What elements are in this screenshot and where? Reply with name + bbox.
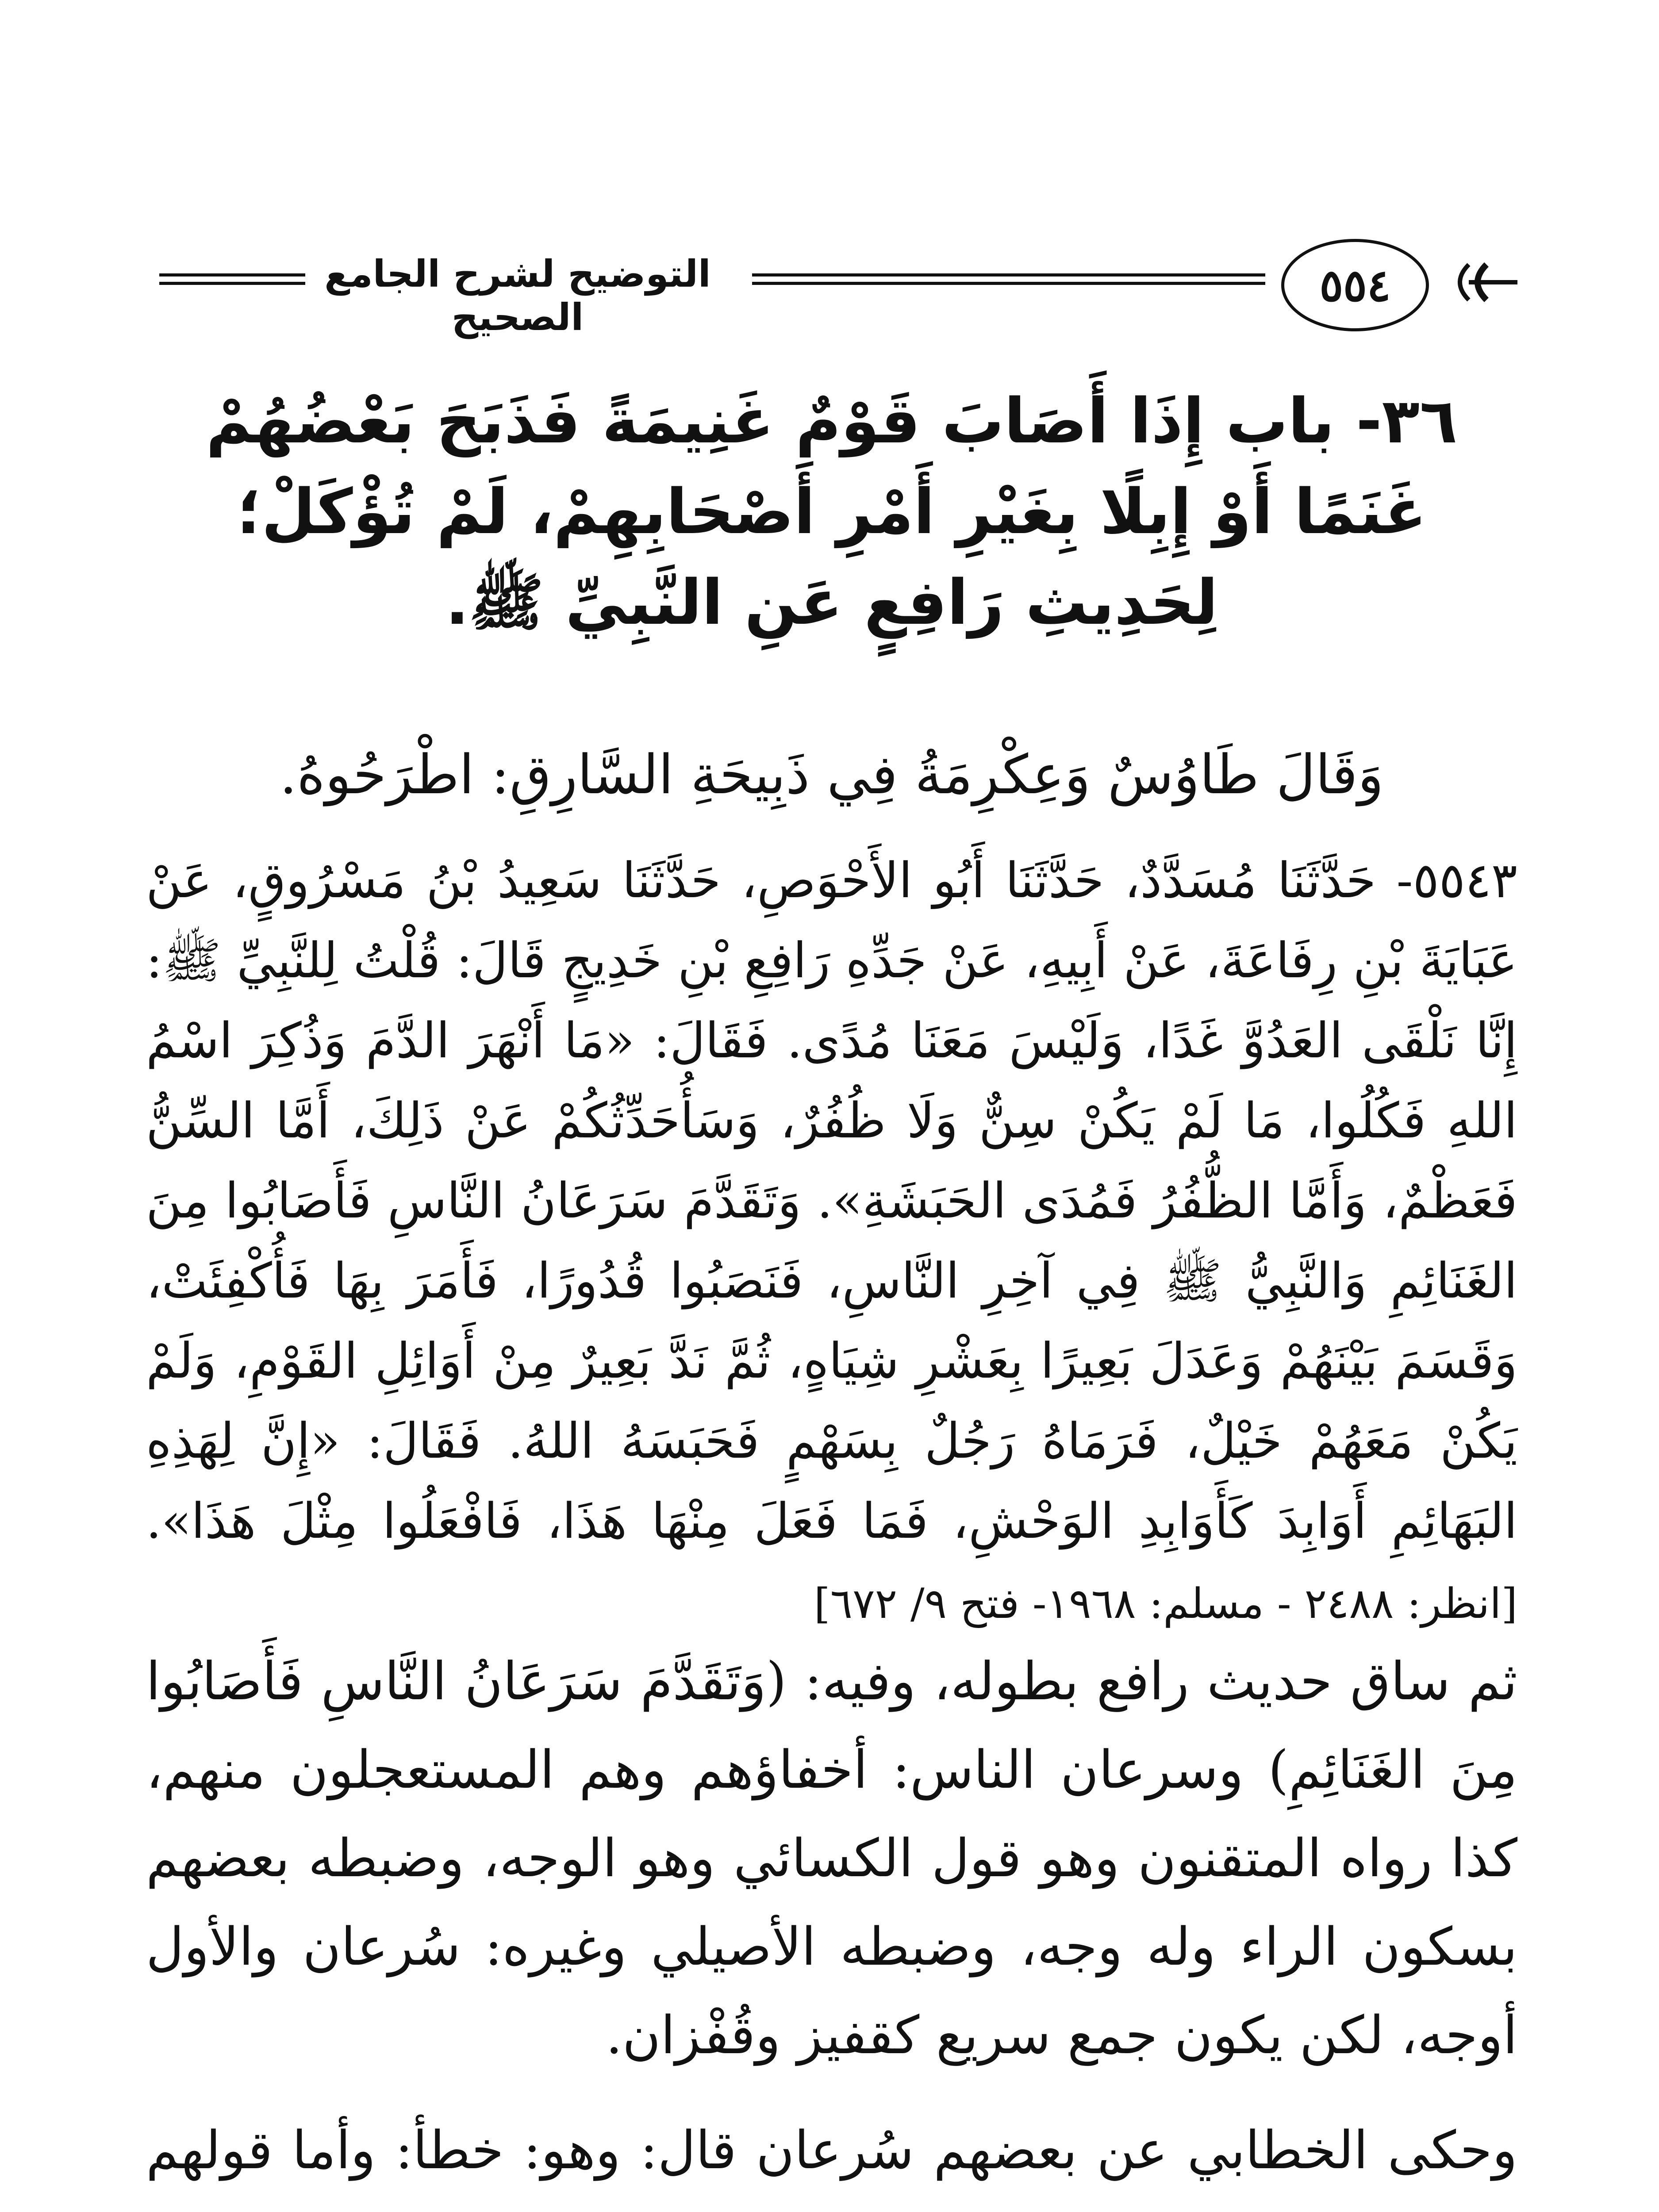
header-rule-left [159, 273, 305, 285]
tawus-quote: وَقَالَ طَاوُسٌ وَعِكْرِمَةُ فِي ذَبِيحَةِ السَّارِقِ: اطْرَحُوهُ. [280, 743, 1384, 806]
commentary-paragraph-2 [146, 2106, 1517, 2212]
page-header [159, 234, 1522, 339]
hadith-body: ٥٥٤٣- حَدَّثَنَا مُسَدَّدٌ، حَدَّثَنَا أَبُو الأَحْوَصِ، حَدَّثَنَا سَعِيدُ بْنُ مَسْرُوقٍ، عَنْ عَبَايَةَ بْنِ رِفَاعَةَ، عَنْ أَبِيهِ، عَنْ جَدِّهِ رَافِعِ بْنِ خَدِيجٍ قَالَ: قُلْتُ لِلنَّبِيِّ ﷺ: إِنَّا نَلْقَى العَدُوَّ غَدًا، وَلَيْسَ مَعَنَا مُدًى. فَقَالَ: «مَا أَنْهَرَ الدَّمَ وَذُكِرَ اسْمُ اللهِ فَكُلُوا، مَا لَمْ يَكُنْ سِنٌّ وَلَا ظُفُرٌ، وَسَأُحَدِّثُكُمْ عَنْ ذَلِكَ، أَمَّا السِّنُّ فَعَظْمٌ، وَأَمَّا الظُّفُرُ فَمُدَى الحَبَشَةِ». وَتَقَدَّمَ سَرَعَانُ النَّاسِ فَأَصَابُوا مِنَ الغَنَائِمِ وَالنَّبِيُّ ﷺ فِي آخِرِ النَّاسِ، فَنَصَبُوا قُدُورًا، فَأَمَرَ بِهَا فَأُكْفِئَتْ، وَقَسَمَ بَيْنَهُمْ وَعَدَلَ بَعِيرًا بِعَشْرِ شِيَاهٍ، ثُمَّ نَدَّ بَعِيرٌ مِنْ أَوَائِلِ القَوْمِ، وَلَمْ يَكُنْ مَعَهُمْ خَيْلٌ، فَرَمَاهُ رَجُلٌ بِسَهْمٍ فَحَبَسَهُ اللهُ. فَقَالَ: «إِنَّ لِهَذِهِ البَهَائِمِ أَوَابِدَ كَأَوَابِدِ الوَحْشِ، فَمَا فَعَلَ مِنْهَا هَذَا، فَافْعَلُوا مِثْلَ هَذَا». [146, 852, 1517, 1549]
chapter-heading-line-2: غَنَمًا أَوْ إِبِلًا بِغَيْرِ أَمْرِ أَصْحَابِهِمْ، لَمْ تُؤْكَلْ؛ [237, 476, 1427, 548]
hadith-reference: [انظر: ٢٤٨٨ - مسلم: ١٩٦٨- فتح ٩/ ٦٧٢] [814, 1580, 1517, 1628]
commentary-paragraph-1: ثم ساق حديث رافع بطوله، وفيه: (وَتَقَدَّمَ سَرَعَانُ النَّاسِ فَأَصَابُوا مِنَ الغَنَائِمِ) وسرعان الناس: أخفاؤهم وهم المستعجلون منهم، كذا رواه المتقنون وهو قول الكسائي وهو الوجه، وضبطه بعضهم بسكون الراء وله وجه، وضبطه الأصيلي وغيره: سُرعان والأول أوجه، لكن يكون جمع سريع كقفيز وقُفْزان. [146, 1651, 1517, 2066]
page-number-ornament [1274, 234, 1522, 332]
chapter-heading [146, 376, 1517, 648]
arrow-ornament-icon [1416, 260, 1517, 304]
header-rule-right [752, 273, 1265, 285]
page-number: ٥٥٤ [1281, 239, 1429, 331]
running-title: التوضيح لشرح الجامع الصحيح [324, 252, 711, 339]
commentary-paragraph-2-text: وحكى الخطابي عن بعضهم سُرعان قال: وهو: خطأ: وأما قولهم [146, 2120, 1517, 2181]
chapter-heading-line-1: ٣٦- باب إِذَا أَصَابَ قَوْمٌ غَنِيمَةً فَذَبَحَ بَعْضُهُمْ [206, 385, 1458, 457]
chapter-heading-line-3: لِحَدِيثِ رَافِعٍ عَنِ النَّبِيِّ ﷺ. [445, 567, 1218, 639]
hadith-text [146, 841, 1517, 1644]
